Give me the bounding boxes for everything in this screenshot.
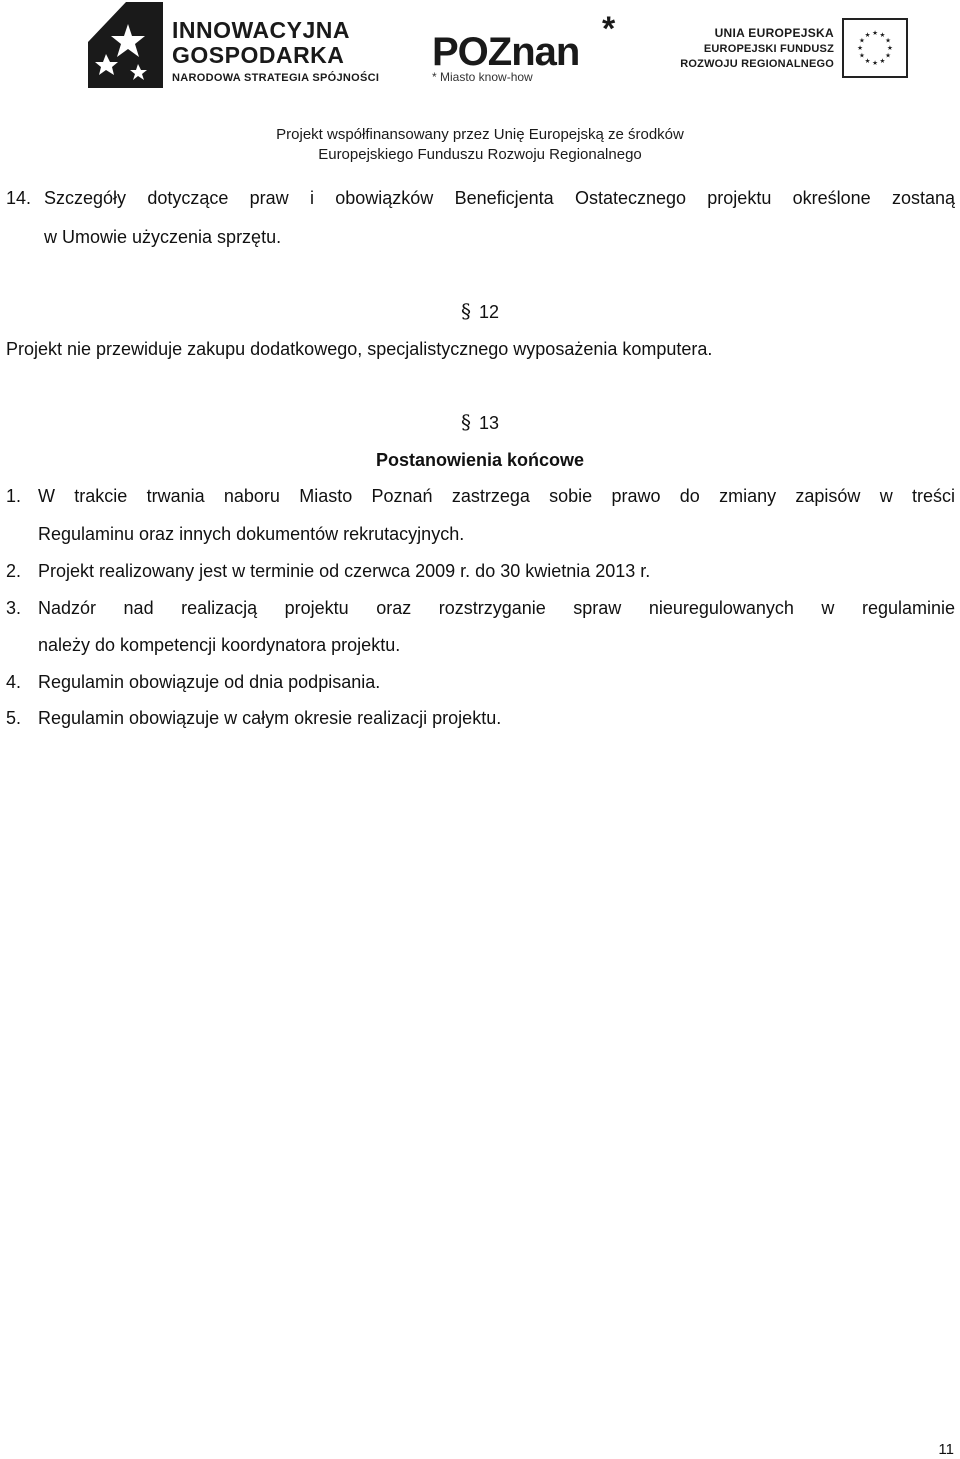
innowacyjna-gospodarka-logo [88,0,388,92]
eu-line3: ROZWOJU REGIONALNEGO [680,58,834,70]
item-14 [6,187,956,209]
item-14-line2: w Umowie użyczenia sprzętu. [44,227,282,247]
list-item [6,671,381,693]
item-number: 4. [6,672,22,692]
item-line2: Regulaminu oraz innych dokumentów rekrutacyjnych. [38,524,465,544]
list-item [6,485,956,507]
item-number: 3. [6,598,22,618]
poznan-wordmark: POZnan [432,30,580,74]
section-12-text: Projekt nie przewiduje zakupu dodatkowego, specjalistycznego wyposażenia komputera. [6,339,713,359]
svg-text:★: ★ [872,58,878,67]
poznan-star-icon: * [602,10,616,48]
svg-text:★: ★ [879,30,886,39]
poznan-logo [430,10,630,90]
list-item [6,707,502,729]
svg-text:★: ★ [859,51,865,60]
svg-text:★: ★ [859,36,865,45]
svg-text:★: ★ [887,43,893,52]
item-line1: Nadzór nad realizacją projektu oraz rozstrzyganie spraw nieuregulowanych w regulaminie [38,598,955,618]
section-13-heading [0,411,960,434]
svg-text:★: ★ [879,56,886,65]
innowacyjna-wordmark [172,18,379,84]
list-item [6,560,651,582]
section-13-title: Postanowienia końcowe [375,450,585,470]
page-number: 11 [938,1441,954,1458]
item-line1: Projekt realizowany jest w terminie od czerwca 2009 r. do 30 kwietnia 2013 r. [38,561,651,581]
item-line1: W trakcie trwania naboru Miasto Poznań zastrzega sobie prawo do zmiany zapisów w treści [38,486,955,506]
svg-text:★: ★ [864,56,871,65]
eu-logo [664,18,914,82]
list-item [6,597,956,619]
section-symbol: § [460,410,471,434]
innowacyjna-star-icon [88,2,163,88]
section-number: 12 [478,302,500,322]
svg-text:★: ★ [885,51,891,60]
item-line1: Regulamin obowiązuje w całym okresie realizacji projektu. [38,708,502,728]
poznan-tagline: * Miasto know-how [432,70,533,84]
svg-text:★: ★ [857,43,863,52]
eu-line2: EUROPEJSKI FUNDUSZ [703,43,834,55]
section-number: 13 [478,413,500,433]
svg-text:★: ★ [864,30,871,39]
cofinancing-line2: Europejskiego Funduszu Rozwoju Regionalnego [318,146,642,163]
eu-wordmark [664,26,834,70]
item-line1: Regulamin obowiązuje od dnia podpisania. [38,672,381,692]
cofinancing-line1: Projekt współfinansowany przez Unię Europejską ze środków [276,126,684,143]
section-symbol: § [460,299,471,323]
section-12-heading [0,300,960,323]
item-number: 1. [6,486,22,506]
innowacyjna-line1: INNOWACYJNA [172,17,351,43]
innowacyjna-line2: GOSPODARKA [172,42,345,68]
item-number: 14. [6,188,32,208]
item-14-line1: Szczegóły dotyczące praw i obowiązków Beneficjenta Ostatecznego projektu określone zostaną [44,188,955,208]
item-number: 2. [6,561,22,581]
svg-text:★: ★ [872,28,878,37]
innowacyjna-line3: NARODOWA STRATEGIA SPÓJNOŚCI [172,72,380,84]
item-number: 5. [6,708,22,728]
eu-flag-icon [842,18,908,78]
svg-text:★: ★ [885,36,891,45]
item-line2: należy do kompetencji koordynatora projektu. [38,635,401,655]
eu-line1: UNIA EUROPEJSKA [714,26,834,40]
